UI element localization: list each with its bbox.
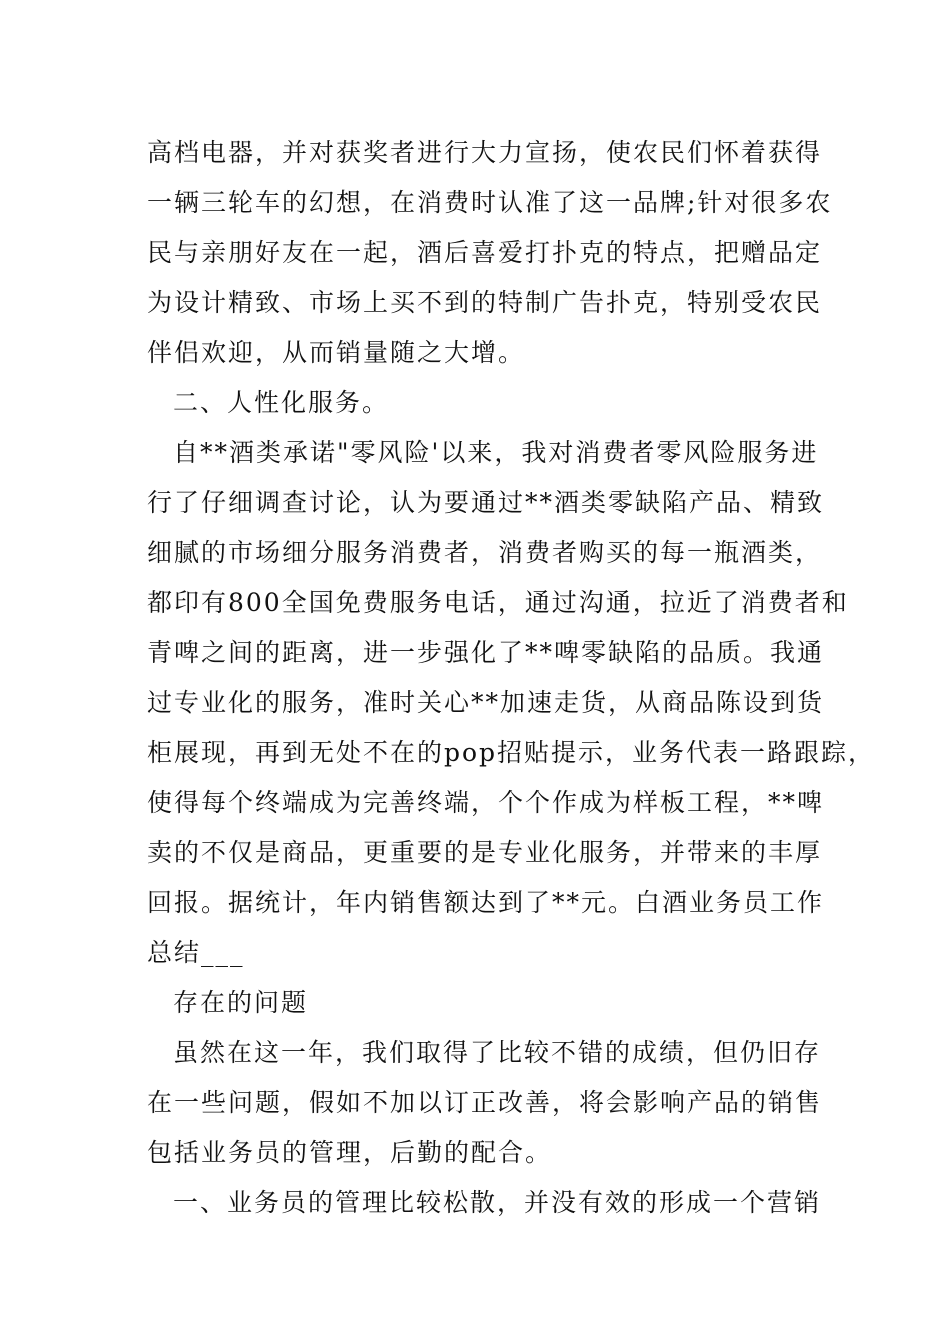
text-line: 使得每个终端成为完善终端，个个作成为样板工程，**啤 [147,788,825,817]
text-line: 都印有800全国免费服务电话，通过沟通，拉近了消费者和 [147,588,849,617]
text-line: 行了仔细调查讨论，认为要通过**酒类零缺陷产品、精致 [147,488,825,517]
text-line: 伴侣欢迎，从而销量随之大增。 [147,338,526,367]
text-line: 卖的不仅是商品，更重要的是专业化服务，并带来的丰厚 [147,838,823,867]
text-line: 二、人性化服务。 [173,388,390,417]
text-line: 青啤之间的距离，进一步强化了**啤零缺陷的品质。我通 [147,638,825,667]
text-line: 一辆三轮车的幻想，在消费时认准了这一品牌;针对很多农 [147,188,833,217]
text-line: 一、业务员的管理比较松散，并没有效的形成一个营销 [173,1188,822,1217]
text-line: 自**酒类承诺"零风险'以来，我对消费者零风险服务进 [173,438,819,467]
text-line: 存在的问题 [173,988,309,1017]
text-line: 在一些问题，假如不加以订正改善，将会影响产品的销售 [147,1088,823,1117]
text-line: 细腻的市场细分服务消费者，消费者购买的每一瓶酒类， [147,538,823,567]
text-line: 回报。据统计，年内销售额达到了**元。白酒业务员工作 [147,888,825,917]
text-line: 柜展现，再到无处不在的pop招贴提示，业务代表一路跟踪， [147,738,876,767]
document-body [147,128,876,1228]
text-line: 过专业化的服务，准时关心**加速走货，从商品陈设到货 [147,688,825,717]
text-line: 高档电器，并对获奖者进行大力宣扬，使农民们怀着获得 [147,138,823,167]
text-line: 包括业务员的管理，后勤的配合。 [147,1138,553,1167]
text-line: 虽然在这一年，我们取得了比较不错的成绩，但仍旧存 [173,1038,822,1067]
text-line: 为设计精致、市场上买不到的特制广告扑克，特别受农民 [147,288,823,317]
text-line: 民与亲朋好友在一起，酒后喜爱打扑克的特点，把赠品定 [147,238,823,267]
text-line: 总结___ [147,938,245,967]
